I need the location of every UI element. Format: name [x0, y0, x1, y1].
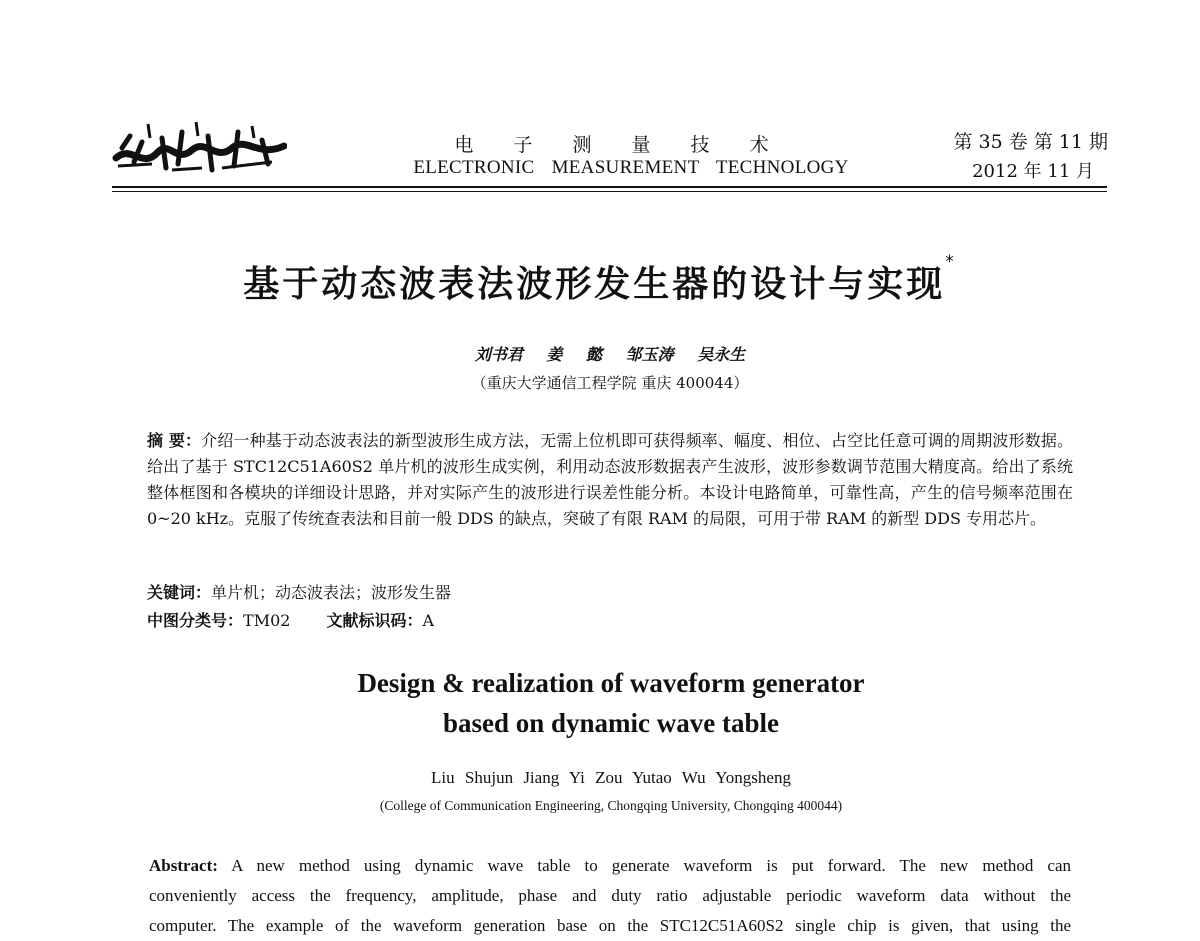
- clc-value: TM02: [243, 611, 291, 630]
- english-title-line1: Design & realization of waveform generator: [357, 668, 865, 698]
- journal-name-en: ELECTRONIC MEASUREMENT TECHNOLOGY: [413, 157, 849, 178]
- authors-en: Liu Shujun Jiang Yi Zou Yutao Wu Yongsheng: [431, 768, 791, 787]
- keywords-text: 单片机；动态波表法；波形发生器: [211, 583, 452, 602]
- abstract-cn: [147, 428, 1073, 532]
- abstract-cn-text: 介绍一种基于动态波表法的新型波形生成方法，无需上位机即可获得频率、幅度、相位、占空比任意可调的周期波形数据。给出了基于 STC12C51A60S2 单片机的波形生成实例，利用动态波形数据表产生波形，波形参数调节范围大精度高。给出了系统整体框图和各模块的详细设计思路，并对实际产生的波形进行误差性能分析。本设计电路简单，可靠性高，产生的信号频率范围在 0~20 kHz。克服了传统查表法和目前一般 DDS 的缺点，突破了有限 RAM 的局限，可用于带 RAM 的新型 DDS 专用芯片。: [147, 431, 1073, 528]
- affiliation-cn: （重庆大学通信工程学院 重庆 400044）: [471, 374, 749, 392]
- header-rule-thick: [112, 186, 1107, 188]
- abstract-en-line2: conveniently access the frequency, amplitude, phase and duty ratio adjustable periodic waveform data without the: [149, 886, 1071, 905]
- abstract-en-line3: computer. The example of the waveform generation base on the STC12C51A60S2 single chip is given, that using the: [149, 916, 1071, 935]
- article-title: [0, 252, 1200, 307]
- abstract-en-label: Abstract:: [149, 856, 218, 875]
- abstract-en-line1: [149, 851, 1071, 881]
- english-title-line2: based on dynamic wave table: [442, 708, 780, 738]
- article-title-text: 基于动态波表法波形发生器的设计与实现: [243, 264, 946, 305]
- abstract-en-text1: A new method using dynamic wave table to generate waveform is put forward. The new method can: [231, 856, 1072, 875]
- title-footnote-mark: *: [945, 252, 957, 272]
- header-rule-thin: [112, 191, 1107, 192]
- clc-label: 中图分类号：: [147, 611, 244, 630]
- doc-code-value: A: [422, 611, 435, 630]
- journal-name-cn: 电 子 测 量 技 术: [454, 134, 786, 156]
- keywords-cn: [147, 580, 451, 603]
- classification-line: [147, 608, 434, 631]
- authors-cn: 刘书君 姜 懿 邹玉涛 吴永生: [474, 345, 746, 364]
- keywords-label: 关键词：: [147, 583, 212, 602]
- volume-issue: 第 35 卷 第 11 期: [953, 131, 1108, 153]
- abstract-cn-label: 摘 要：: [147, 431, 202, 450]
- affiliation-en: (College of Communication Engineering, Chongqing University, Chongqing 400044): [379, 798, 843, 813]
- abstract-en: [149, 851, 1071, 941]
- publication-date: 2012 年 11 月: [972, 161, 1094, 182]
- doc-code-label: 文献标识码：: [326, 611, 423, 630]
